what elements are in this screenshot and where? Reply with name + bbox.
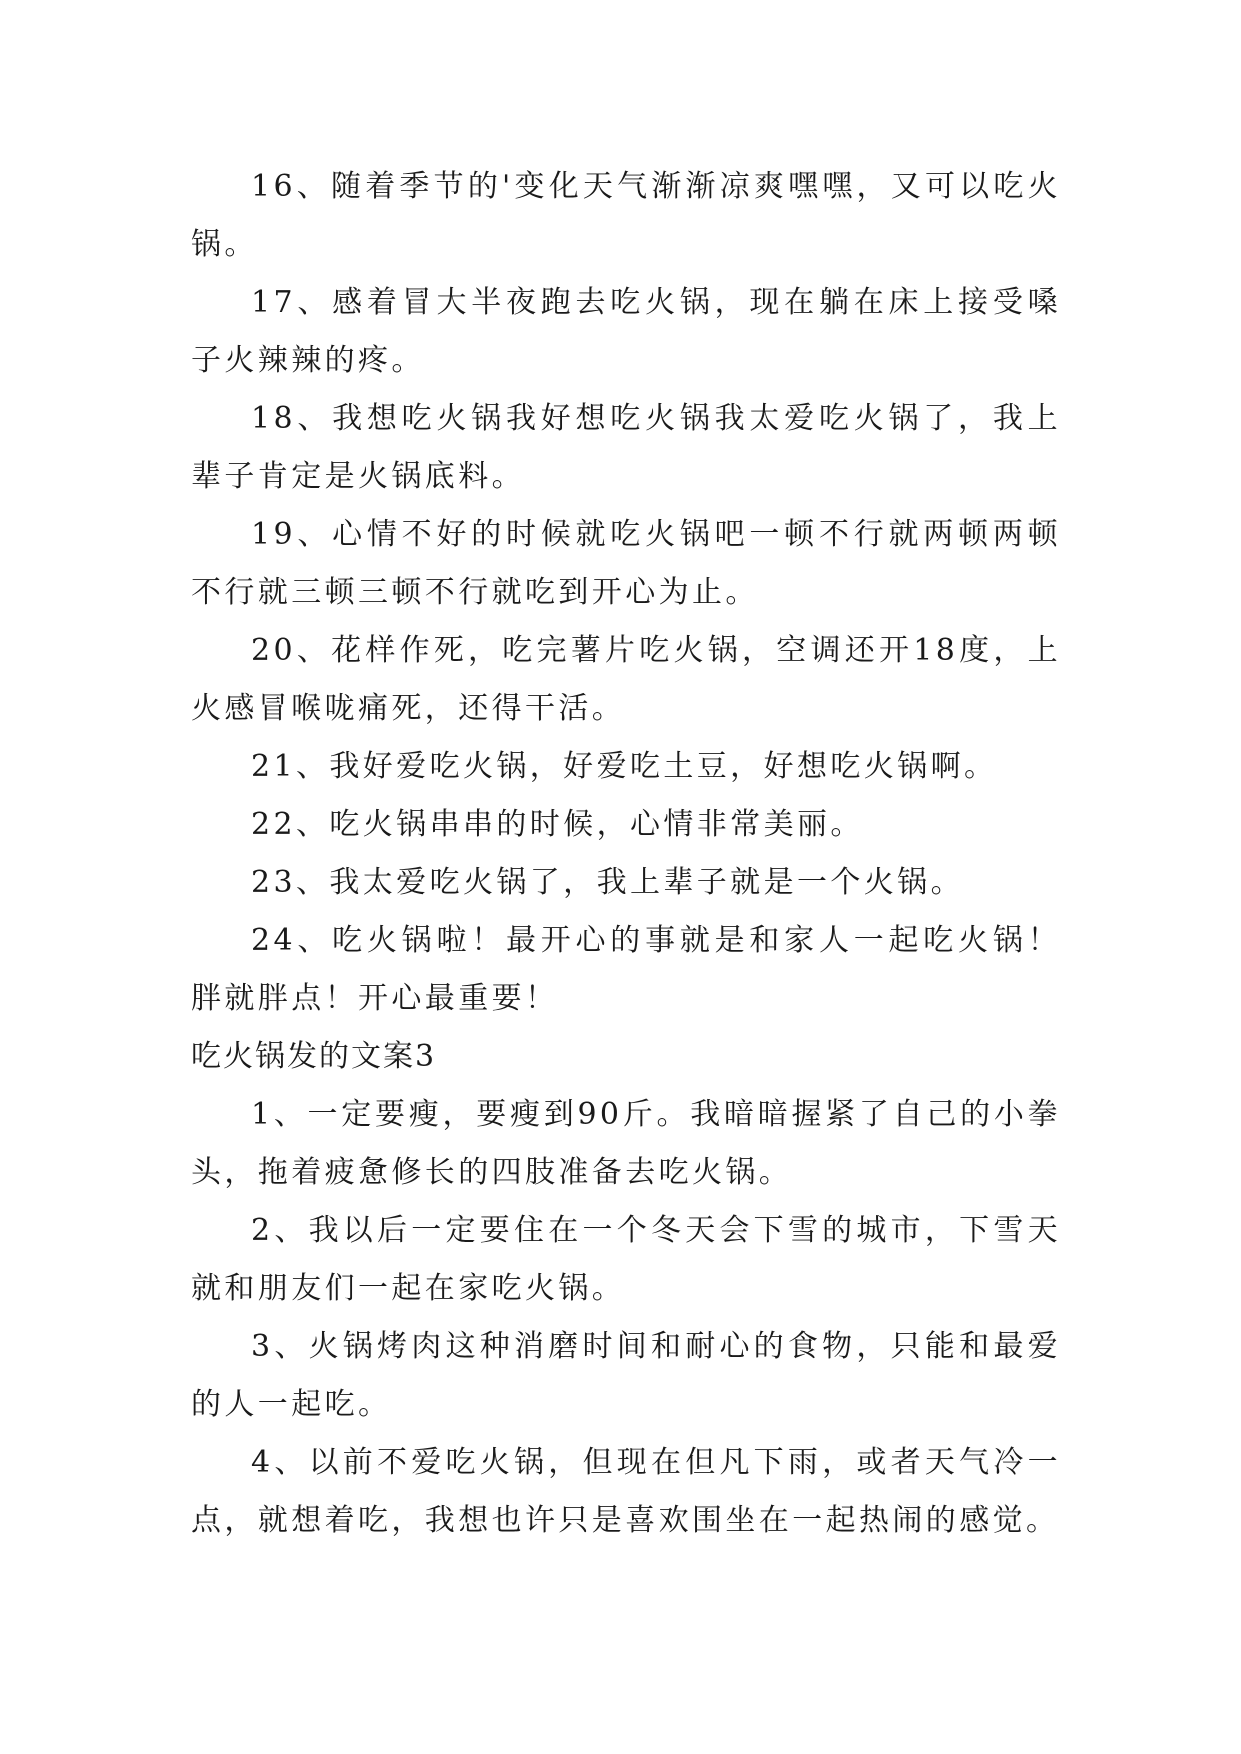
paragraph: 16、随着季节的'变化天气渐渐凉爽嘿嘿，又可以吃火锅。 — [191, 169, 1061, 262]
paragraph: 19、心情不好的时候就吃火锅吧一顿不行就两顿两顿不行就三顿三顿不行就吃到开心为止。 — [191, 517, 1061, 610]
document-page — [191, 158, 1061, 1550]
paragraph: 22、吃火锅串串的时候，心情非常美丽。 — [251, 807, 864, 842]
paragraph: 21、我好爱吃火锅，好爱吃土豆，好想吃火锅啊。 — [251, 749, 998, 784]
paragraph: 4、以前不爱吃火锅，但现在但凡下雨，或者天气冷一点，就想着吃，我想也许只是喜欢围坐在一起热闹的感觉。 — [191, 1445, 1061, 1538]
paragraph: 23、我太爱吃火锅了，我上辈子就是一个火锅。 — [251, 865, 964, 900]
paragraph: 20、花样作死，吃完薯片吃火锅，空调还开18度，上火感冒喉咙痛死，还得干活。 — [191, 633, 1061, 726]
paragraph: 17、感着冒大半夜跑去吃火锅，现在躺在床上接受嗓子火辣辣的疼。 — [191, 285, 1061, 378]
paragraph: 18、我想吃火锅我好想吃火锅我太爱吃火锅了，我上辈子肯定是火锅底料。 — [191, 401, 1061, 494]
paragraph: 1、一定要瘦，要瘦到90斤。我暗暗握紧了自己的小拳头，拖着疲惫修长的四肢准备去吃火锅。 — [191, 1097, 1061, 1190]
paragraph: 3、火锅烤肉这种消磨时间和耐心的食物，只能和最爱的人一起吃。 — [191, 1329, 1061, 1422]
section-heading: 吃火锅发的文案3 — [191, 1039, 437, 1074]
paragraph: 2、我以后一定要住在一个冬天会下雪的城市，下雪天就和朋友们一起在家吃火锅。 — [191, 1213, 1061, 1306]
paragraph: 24、吃火锅啦！最开心的事就是和家人一起吃火锅！胖就胖点！开心最重要！ — [191, 923, 1061, 1016]
